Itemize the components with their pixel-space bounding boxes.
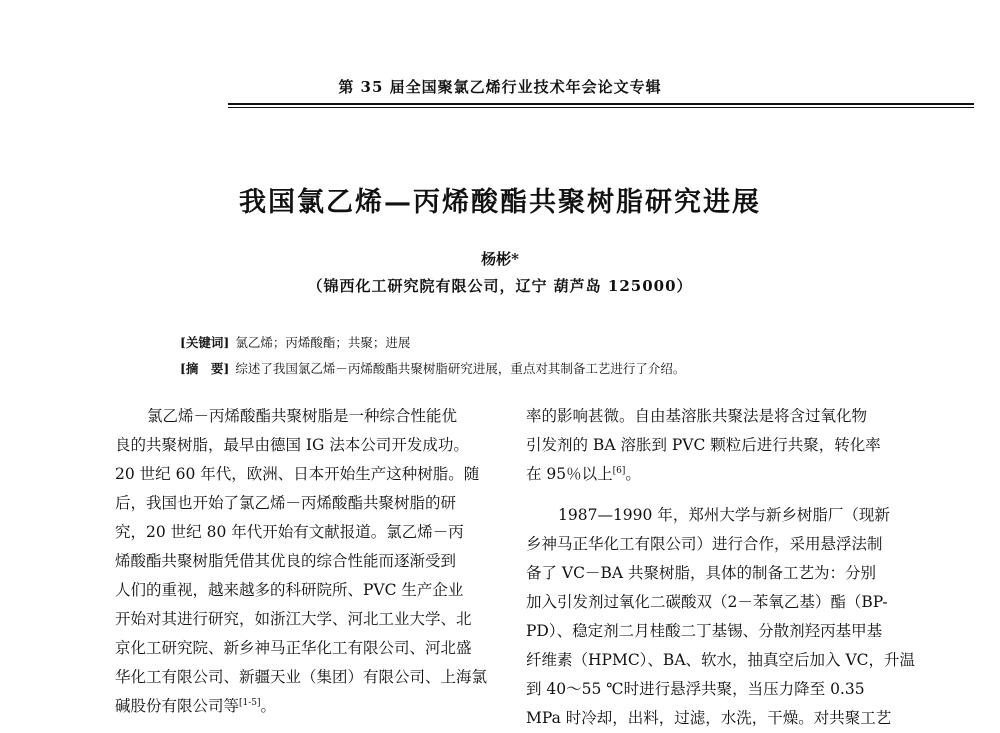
abstract <box>180 359 960 377</box>
text-line: MPa 时冷却，出料，过滤，水洗，干燥。对共聚工艺 <box>526 709 892 727</box>
text-line: 1987—1990 年，郑州大学与新乡树脂厂（现新 <box>558 506 890 524</box>
abstract-text: 综述了我国氯乙烯－丙烯酸酯共聚树脂研究进展，重点对其制备工艺进行了介绍。 <box>235 361 686 376</box>
text-line: 人们的重视，越来越多的科研院所、PVC 生产企业 <box>115 581 464 599</box>
text-line <box>115 692 495 721</box>
text-segment: 。 <box>625 465 641 483</box>
text-segment: 碱股份有限公司等 <box>115 697 240 715</box>
keywords-text: 氯乙烯；丙烯酸酯；共聚；进展 <box>235 335 411 350</box>
header-rule <box>228 103 974 108</box>
text-line: 引发剂的 BA 溶胀到 PVC 颗粒后进行共聚，转化率 <box>526 436 881 454</box>
text-line: 究，20 世纪 80 年代开始有文献报道。氯乙烯－丙 <box>115 523 464 541</box>
text-line: 备了 VC－BA 共聚树脂，具体的制备工艺为：分别 <box>526 564 876 582</box>
abstract-label: [摘 要] <box>180 361 230 376</box>
affiliation: （锦西化工研究院有限公司，辽宁 葫芦岛 125000） <box>307 277 693 295</box>
citation: [1-5] <box>239 697 261 708</box>
text-line: 乡神马正华化工有限公司）进行合作，采用悬浮法制 <box>526 535 883 553</box>
text-line: 20 世纪 60 年代，欧洲、日本开始生产这种树脂。随 <box>115 465 480 483</box>
text-line: 纤维素（HPMC）、BA、软水，抽真空后加入 VC，升温 <box>526 651 915 669</box>
running-header: 第 35 届全国聚氯乙烯行业技术年会论文专辑 <box>338 78 662 96</box>
paragraph-gap <box>526 489 916 501</box>
text-line: 加入引发剂过氧化二碳酸双（2－苯氧乙基）酯（BP- <box>526 593 888 611</box>
author: 杨彬* <box>481 250 519 268</box>
body-left-column <box>115 402 495 721</box>
text-line: 氯乙烯－丙烯酸酯共聚树脂是一种综合性能优 <box>147 407 458 425</box>
text-line <box>526 460 916 489</box>
text-line: PD）、稳定剂二月桂酸二丁基锡、分散剂羟丙基甲基 <box>526 622 883 640</box>
text-line: 京化工研究院、新乡神马正华化工有限公司、河北盛 <box>115 639 472 657</box>
text-line: 烯酸酯共聚树脂凭借其优良的综合性能而逐渐受到 <box>115 552 457 570</box>
text-line: 开始对其进行研究，如浙江大学、河北工业大学、北 <box>115 610 472 628</box>
text-segment: 。 <box>260 697 277 715</box>
text-line: 后，我国也开始了氯乙烯－丙烯酸酯共聚树脂的研 <box>115 494 457 512</box>
text-line: 良的共聚树脂，最早由德国 IG 法本公司开发成功。 <box>115 436 469 454</box>
text-line: 华化工有限公司、新疆天业（集团）有限公司、上海氯 <box>115 668 488 686</box>
body-right-column <box>526 402 916 733</box>
keywords-label: [关键词] <box>180 335 230 350</box>
keywords <box>180 333 960 351</box>
text-line: 率的影响甚微。自由基溶胀共聚法是将含过氧化物 <box>526 407 868 425</box>
text-segment: 在 95％以上 <box>526 465 613 483</box>
paper-title: 我国氯乙烯—丙烯酸酯共聚树脂研究进展 <box>239 187 761 218</box>
text-line: 到 40～55 ℃时进行悬浮共聚，当压力降至 0.35 <box>526 680 865 698</box>
citation: [6] <box>612 465 626 476</box>
